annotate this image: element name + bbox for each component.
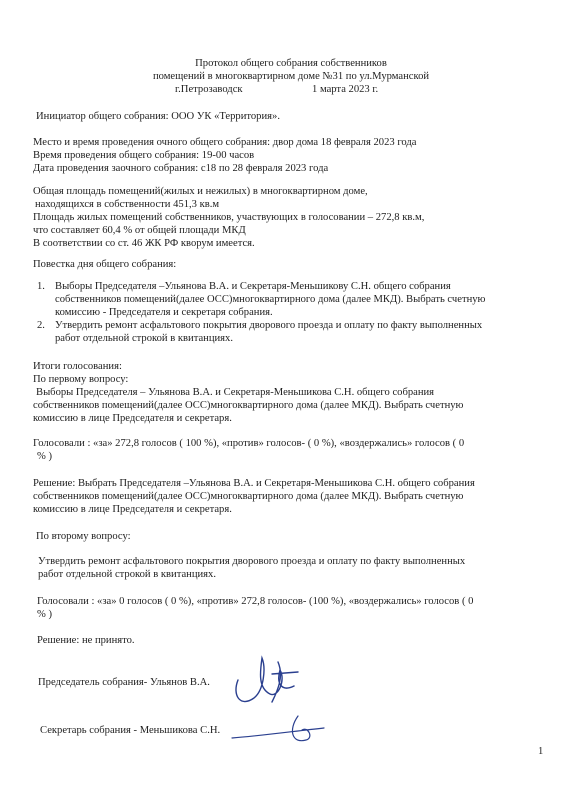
secretary-signature-icon xyxy=(228,710,338,760)
q1-vote-line-2: % ) xyxy=(37,451,53,462)
q1-line-3: комиссию в лице Председателя и секретаря. xyxy=(33,413,232,424)
header-city: г.Петрозаводск xyxy=(175,84,243,95)
chair-signature-line: Председатель собрания- Ульянов В.А. xyxy=(38,677,210,688)
q1-vote-line-1: Голосовали : «за» 272,8 голосов ( 100 %), «против» голосов- ( 0 %), «воздержались» голосов ( 0 xyxy=(33,438,465,449)
area-percent: что составляет 60,4 % от общей площади МКД xyxy=(33,225,246,236)
q2-line-1: Утвердить ремонт асфальтового покрытия дворового проезда и оплату по факту выполненных xyxy=(38,556,466,567)
area-voting: Площадь жилых помещений собственников, участвующих в голосовании – 272,8 кв.м, xyxy=(33,212,425,223)
header-date: 1 марта 2023 г. xyxy=(312,84,379,95)
quorum: В соответствии со ст. 46 ЖК РФ кворум имеется. xyxy=(33,238,255,249)
q2-vote-line-1: Голосовали : «за» 0 голосов ( 0 %), «против» 272,8 голосов- (100 %), «воздержались» голосов ( 0 xyxy=(37,596,474,607)
area-total: Общая площадь помещений(жилых и нежилых) в многоквартирном доме, xyxy=(33,186,368,197)
results-title: Итоги голосования: xyxy=(33,361,122,372)
agenda-item-2-line-2: работ отдельной строкой в квитанциях. xyxy=(55,333,233,344)
area-owned: находящихся в собственности 451,3 кв.м xyxy=(35,199,220,210)
agenda-item-2-number: 2. xyxy=(37,320,45,331)
chair-signature-icon xyxy=(228,650,308,710)
q1-line-2: собственников помещений(далее ОСС)многоквартирного дома (далее МКД). Выбрать счетную xyxy=(33,400,464,411)
q1-decision-line-1: Решение: Выбрать Председателя –Ульянова В.А. и Секретаря-Меньшикова С.Н. общего собрания xyxy=(33,478,475,489)
agenda-title: Повестка дня общего собрания: xyxy=(33,259,177,270)
agenda-item-2-line-1: Утвердить ремонт асфальтового покрытия дворового проезда и оплату по факту выполненных xyxy=(55,320,483,331)
q2-line-2: работ отдельной строкой в квитанциях. xyxy=(38,569,216,580)
agenda-item-1-line-1: Выборы Председателя –Ульянова В.А. и Секретаря-Меньшикову С.Н. общего собрания xyxy=(55,281,451,292)
agenda-item-1-line-2: собственников помещений(далее ОСС)многоквартирного дома (далее МКД). Выбрать счетную xyxy=(55,294,486,305)
secretary-signature-line: Секретарь собрания - Меньшикова С.Н. xyxy=(40,725,221,736)
q1-decision-line-2: собственников помещений(далее ОСС)многоквартирного дома (далее МКД). Выбрать счетную xyxy=(33,491,464,502)
header-subtitle: помещений в многоквартирном доме №31 по ул.Мурманской xyxy=(152,71,430,82)
header-title: Протокол общего собрания собственников xyxy=(195,58,387,69)
meeting-place: Место и время проведения очного общего собрания: двор дома 18 февраля 2023 года xyxy=(33,137,417,148)
q1-heading: По первому вопросу: xyxy=(33,374,129,385)
page-number: 1 xyxy=(538,746,544,757)
q2-vote-line-2: % ) xyxy=(37,609,53,620)
agenda-item-1-number: 1. xyxy=(37,281,45,292)
agenda-item-1-line-3: комиссию - Председателя и секретаря собрания. xyxy=(55,307,273,318)
meeting-absentee-date: Дата проведения заочного собрания: с18 по 28 февраля 2023 года xyxy=(33,163,329,174)
initiator: Инициатор общего собрания: ООО УК «Территория». xyxy=(36,111,280,122)
q1-decision-line-3: комиссию в лице Председателя и секретаря. xyxy=(33,504,232,515)
q2-heading: По второму вопросу: xyxy=(36,531,131,542)
q2-decision: Решение: не принято. xyxy=(37,635,135,646)
q1-line-1: Выборы Председателя – Ульянова В.А. и Секретаря-Меньшикова С.Н. общего собрания xyxy=(36,387,435,398)
meeting-time: Время проведения общего собрания: 19-00 часов xyxy=(33,150,255,161)
